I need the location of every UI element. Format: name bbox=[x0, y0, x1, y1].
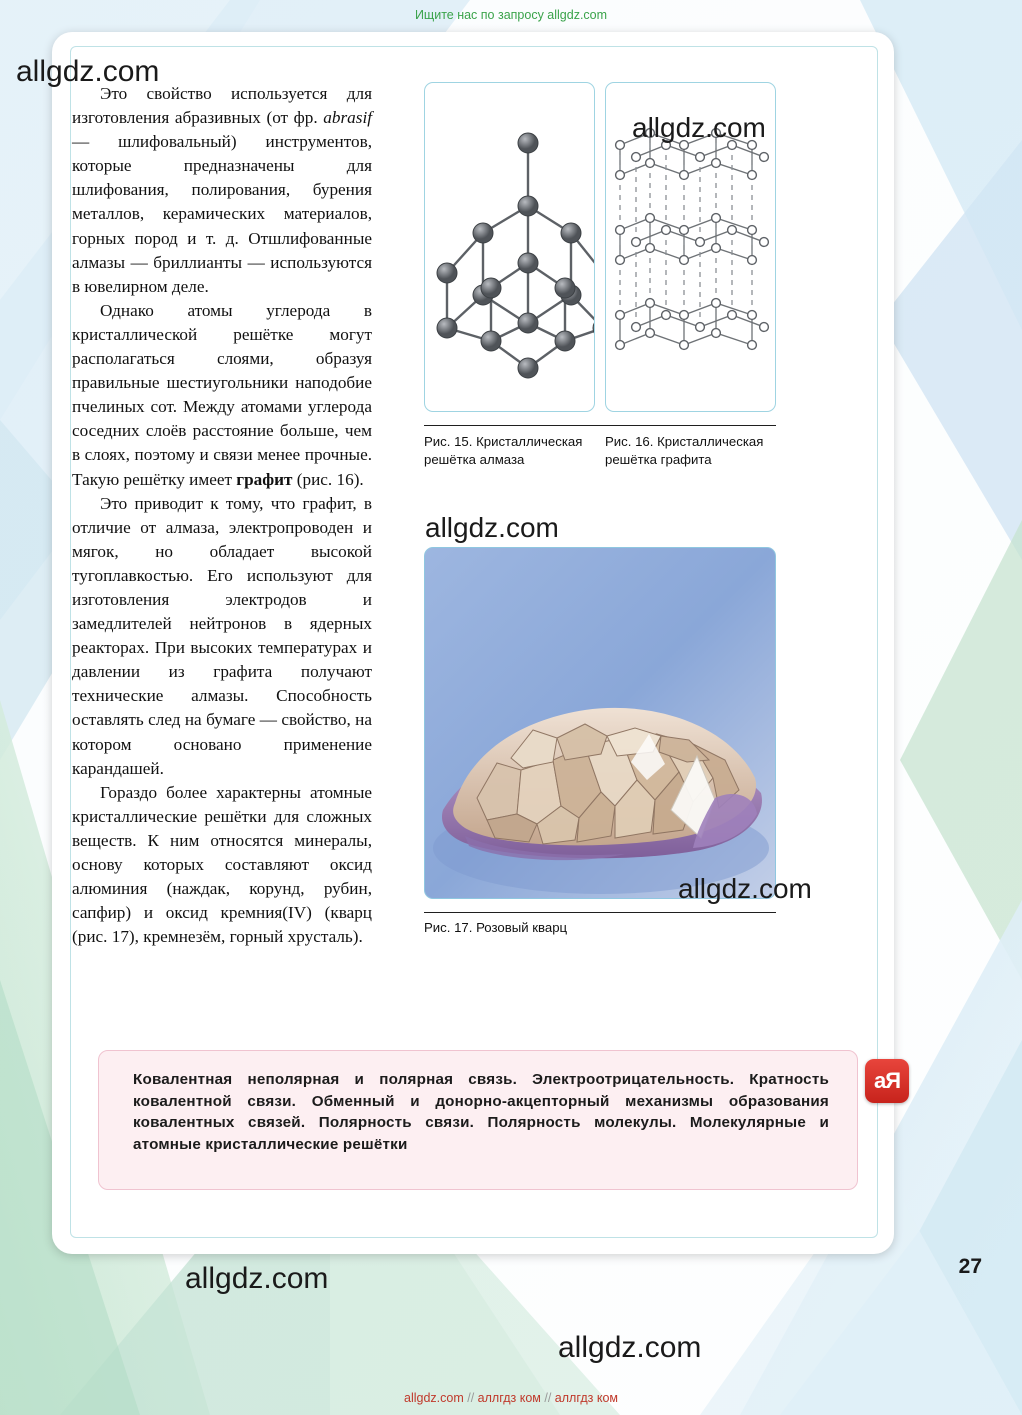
bottom-wm-sep-1: // bbox=[467, 1391, 475, 1405]
paragraph-1 bbox=[72, 82, 372, 299]
photo-caption-rule bbox=[424, 912, 776, 913]
watermark-brand-middle: allgdz.com bbox=[425, 512, 559, 543]
watermark-brand-figures: allgdz.com bbox=[632, 112, 766, 143]
paragraph-2 bbox=[72, 299, 372, 492]
diamond-lattice-icon bbox=[425, 83, 595, 412]
top-watermark-banner: Ищите нас по запросу allgdz.com bbox=[414, 8, 608, 22]
summary-text: Ковалентная неполярная и полярная связь. Электроотрицательность. Кратность ковалентной связи. Обменный и донорно-акцепторный механизмы образования ковалентных связей. Полярность связи. Полярность молекулы. Молекулярные и атомные кристаллические решётки bbox=[133, 1071, 829, 1153]
figure-16-caption: Рис. 16. Кристаллическая решётка графита bbox=[605, 434, 764, 467]
figure-15-image bbox=[424, 82, 595, 412]
figure-caption-rule bbox=[424, 425, 776, 426]
bottom-wm-2: аллгдз ком bbox=[477, 1391, 541, 1405]
bottom-wm-sep-2: // bbox=[544, 1391, 552, 1405]
paragraph-2-bold-term: графит bbox=[236, 469, 293, 489]
watermark-brand-bottom-left: allgdz.com bbox=[185, 1262, 329, 1295]
figure-17-image bbox=[424, 547, 776, 899]
page-number: 27 bbox=[958, 1255, 982, 1278]
summary-box bbox=[98, 1050, 901, 1190]
paragraph-4 bbox=[72, 781, 372, 950]
paragraph-2-part-1: Однако атомы углерода в кристаллической решётке могут располагаться слоями, образуя правильные шестиугольники наподобие пчелиных сот. Между атомами углерода соседних слоёв расстояние больше, чем в слоях, поэтому и связи менее прочные. Такую решётку имеет bbox=[72, 300, 372, 489]
text-column bbox=[72, 82, 372, 949]
paragraph-1-part-1: Это свойство используется для изготовления абразивных (от фр. bbox=[72, 84, 372, 128]
paragraph-1-part-3: — шлифовальный) инструментов, которые предназначены для шлифования, полирования, бурения металлов, керамических материалов, горных пород и т. д. Отшлифованные алмазы — бриллианты — используются в ювелирном деле. bbox=[72, 132, 372, 296]
page-content bbox=[72, 82, 776, 1082]
watermark-brand-photo: allgdz.com bbox=[678, 873, 812, 904]
dictionary-az-icon[interactable]: аЯ bbox=[865, 1059, 909, 1103]
paragraph-2-part-3: (рис. 16). bbox=[292, 469, 364, 489]
rose-quartz-photo bbox=[425, 548, 776, 899]
figure-15-caption: Рис. 15. Кристаллическая решётка алмаза bbox=[424, 434, 583, 467]
figure-17-caption: Рис. 17. Розовый кварц bbox=[424, 920, 568, 935]
bottom-wm-1: allgdz.com bbox=[404, 1391, 464, 1405]
bottom-watermark-strip bbox=[0, 1391, 1022, 1405]
paragraph-1-italic-term: abrasif bbox=[323, 108, 372, 128]
figure-column bbox=[424, 82, 776, 935]
paragraph-4-part-1: Гораздо более характерны атомные кристаллические решётки для сложных веществ. К ним относятся минералы, основу которых составляют оксид алюминия (наждак, корунд, рубин, сапфир) и оксид кремния(IV) (кварц (рис. 17), кремнезём, горный хрусталь). bbox=[72, 782, 372, 947]
paragraph-3-part-1: Это приводит к тому, что графит, в отличие от алмаза, электропроводен и мягок, но обладает высокой тугоплавкостью. Его используют для изготовления электродов и замедлителей нейтронов в ядерных реакторах. При высоких температурах и давлении из графита получают технические алмазы. Способность оставлять след на бумаге — свойство, на котором основано применение карандашей. bbox=[72, 493, 372, 778]
paragraph-3 bbox=[72, 492, 372, 781]
figure-captions bbox=[424, 433, 776, 469]
watermark-brand-bottom-center: allgdz.com bbox=[558, 1331, 702, 1364]
bottom-wm-3: аллгдз ком bbox=[554, 1391, 618, 1405]
watermark-brand-top-left: allgdz.com bbox=[16, 55, 160, 88]
